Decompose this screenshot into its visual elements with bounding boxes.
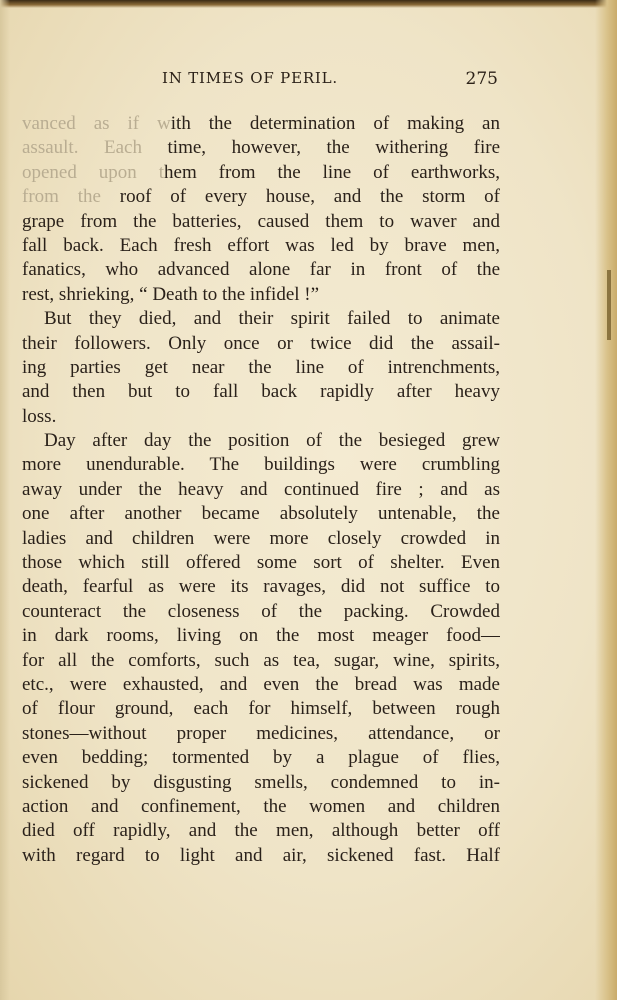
text-line xyxy=(22,673,500,697)
text-line xyxy=(22,332,500,356)
page-left-edge xyxy=(0,0,10,1000)
text-line xyxy=(22,502,500,526)
text-line xyxy=(22,185,500,209)
line-text: etc., were exhausted, and even the bread was made xyxy=(22,673,500,695)
line-text: sickened by disgusting smells, condemned to in- xyxy=(22,771,500,793)
text-line xyxy=(22,112,500,136)
line-text: loss. xyxy=(22,405,57,427)
text-line xyxy=(22,380,500,404)
text-line xyxy=(22,771,500,795)
faded-text: from the xyxy=(22,186,101,208)
text-line xyxy=(22,746,500,770)
line-text: fall back. Each fresh effort was led by brave men, xyxy=(22,234,500,256)
binding-mark xyxy=(607,270,611,340)
line-text: more unendurable. The buildings were crumbling xyxy=(22,454,500,476)
text-line xyxy=(22,649,500,673)
line-text: death, fearful as were its ravages, did not suffice to xyxy=(22,576,500,598)
text-line xyxy=(22,551,500,575)
line-text: and then but to fall back rapidly after heavy xyxy=(22,381,500,403)
line-text: of flour ground, each for himself, between rough xyxy=(22,698,500,720)
line-text: rest, shrieking, “ Death to the infidel !” xyxy=(22,283,320,305)
line-text: roof of every house, and the storm of xyxy=(100,186,500,208)
text-line xyxy=(22,795,500,819)
line-text: away under the heavy and continued fire ; and as xyxy=(22,478,500,500)
line-text: one after another became absolutely untenable, the xyxy=(22,503,500,525)
line-text: those which still offered some sort of shelter. Even xyxy=(22,552,500,574)
text-line xyxy=(22,356,500,380)
line-text: in dark rooms, living on the most meager food— xyxy=(22,625,500,647)
text-line xyxy=(22,307,500,331)
text-line xyxy=(22,453,500,477)
text-line xyxy=(22,283,500,307)
text-line xyxy=(22,161,500,185)
line-text: counteract the closeness of the packing. Crowded xyxy=(22,600,500,622)
text-line xyxy=(22,697,500,721)
running-head: IN TIMES OF PERIL. xyxy=(162,69,338,87)
page-header xyxy=(22,69,500,95)
text-line xyxy=(22,600,500,624)
line-text: But they died, and their spirit failed to animate xyxy=(44,308,500,330)
line-text: hem from the line of earthworks, xyxy=(164,161,500,183)
line-text: even bedding; tormented by a plague of flies, xyxy=(22,747,500,769)
page-number: 275 xyxy=(465,69,498,89)
line-text: action and confinement, the women and children xyxy=(22,795,500,817)
line-text: ith the determination of making an xyxy=(170,113,500,134)
text-line xyxy=(22,624,500,648)
line-text: time, however, the withering fire xyxy=(141,137,500,159)
faded-text: opened upon t xyxy=(22,161,165,183)
faded-text: vanced as if w xyxy=(22,113,171,134)
text-line xyxy=(22,819,500,843)
faded-text: assault. Each xyxy=(22,137,142,159)
text-line xyxy=(22,478,500,502)
text-line xyxy=(22,844,500,868)
text-line xyxy=(22,136,500,160)
body-text xyxy=(22,112,500,868)
line-text: stones—without proper medicines, attendance, or xyxy=(22,722,500,744)
line-text: for all the comforts, such as tea, sugar, wine, spirits, xyxy=(22,649,500,671)
line-text: their followers. Only once or twice did the assail- xyxy=(22,332,500,354)
page-top-edge xyxy=(0,0,617,8)
text-line xyxy=(22,258,500,282)
line-text: with regard to light and air, sickened fast. Half xyxy=(22,844,500,866)
text-line xyxy=(22,429,500,453)
line-text: ladies and children were more closely crowded in xyxy=(22,527,500,549)
text-line xyxy=(22,527,500,551)
text-line xyxy=(22,722,500,746)
line-text: died off rapidly, and the men, although better off xyxy=(22,820,500,842)
text-line xyxy=(22,405,500,429)
line-text: ing parties get near the line of intrenchments, xyxy=(22,356,500,378)
page-right-edge xyxy=(595,0,617,1000)
text-line xyxy=(22,575,500,599)
text-line xyxy=(22,234,500,258)
line-text: fanatics, who advanced alone far in front of the xyxy=(22,259,500,281)
line-text: grape from the batteries, caused them to waver and xyxy=(22,210,500,232)
line-text: Day after day the position of the besieged grew xyxy=(44,430,500,452)
text-line xyxy=(22,210,500,234)
